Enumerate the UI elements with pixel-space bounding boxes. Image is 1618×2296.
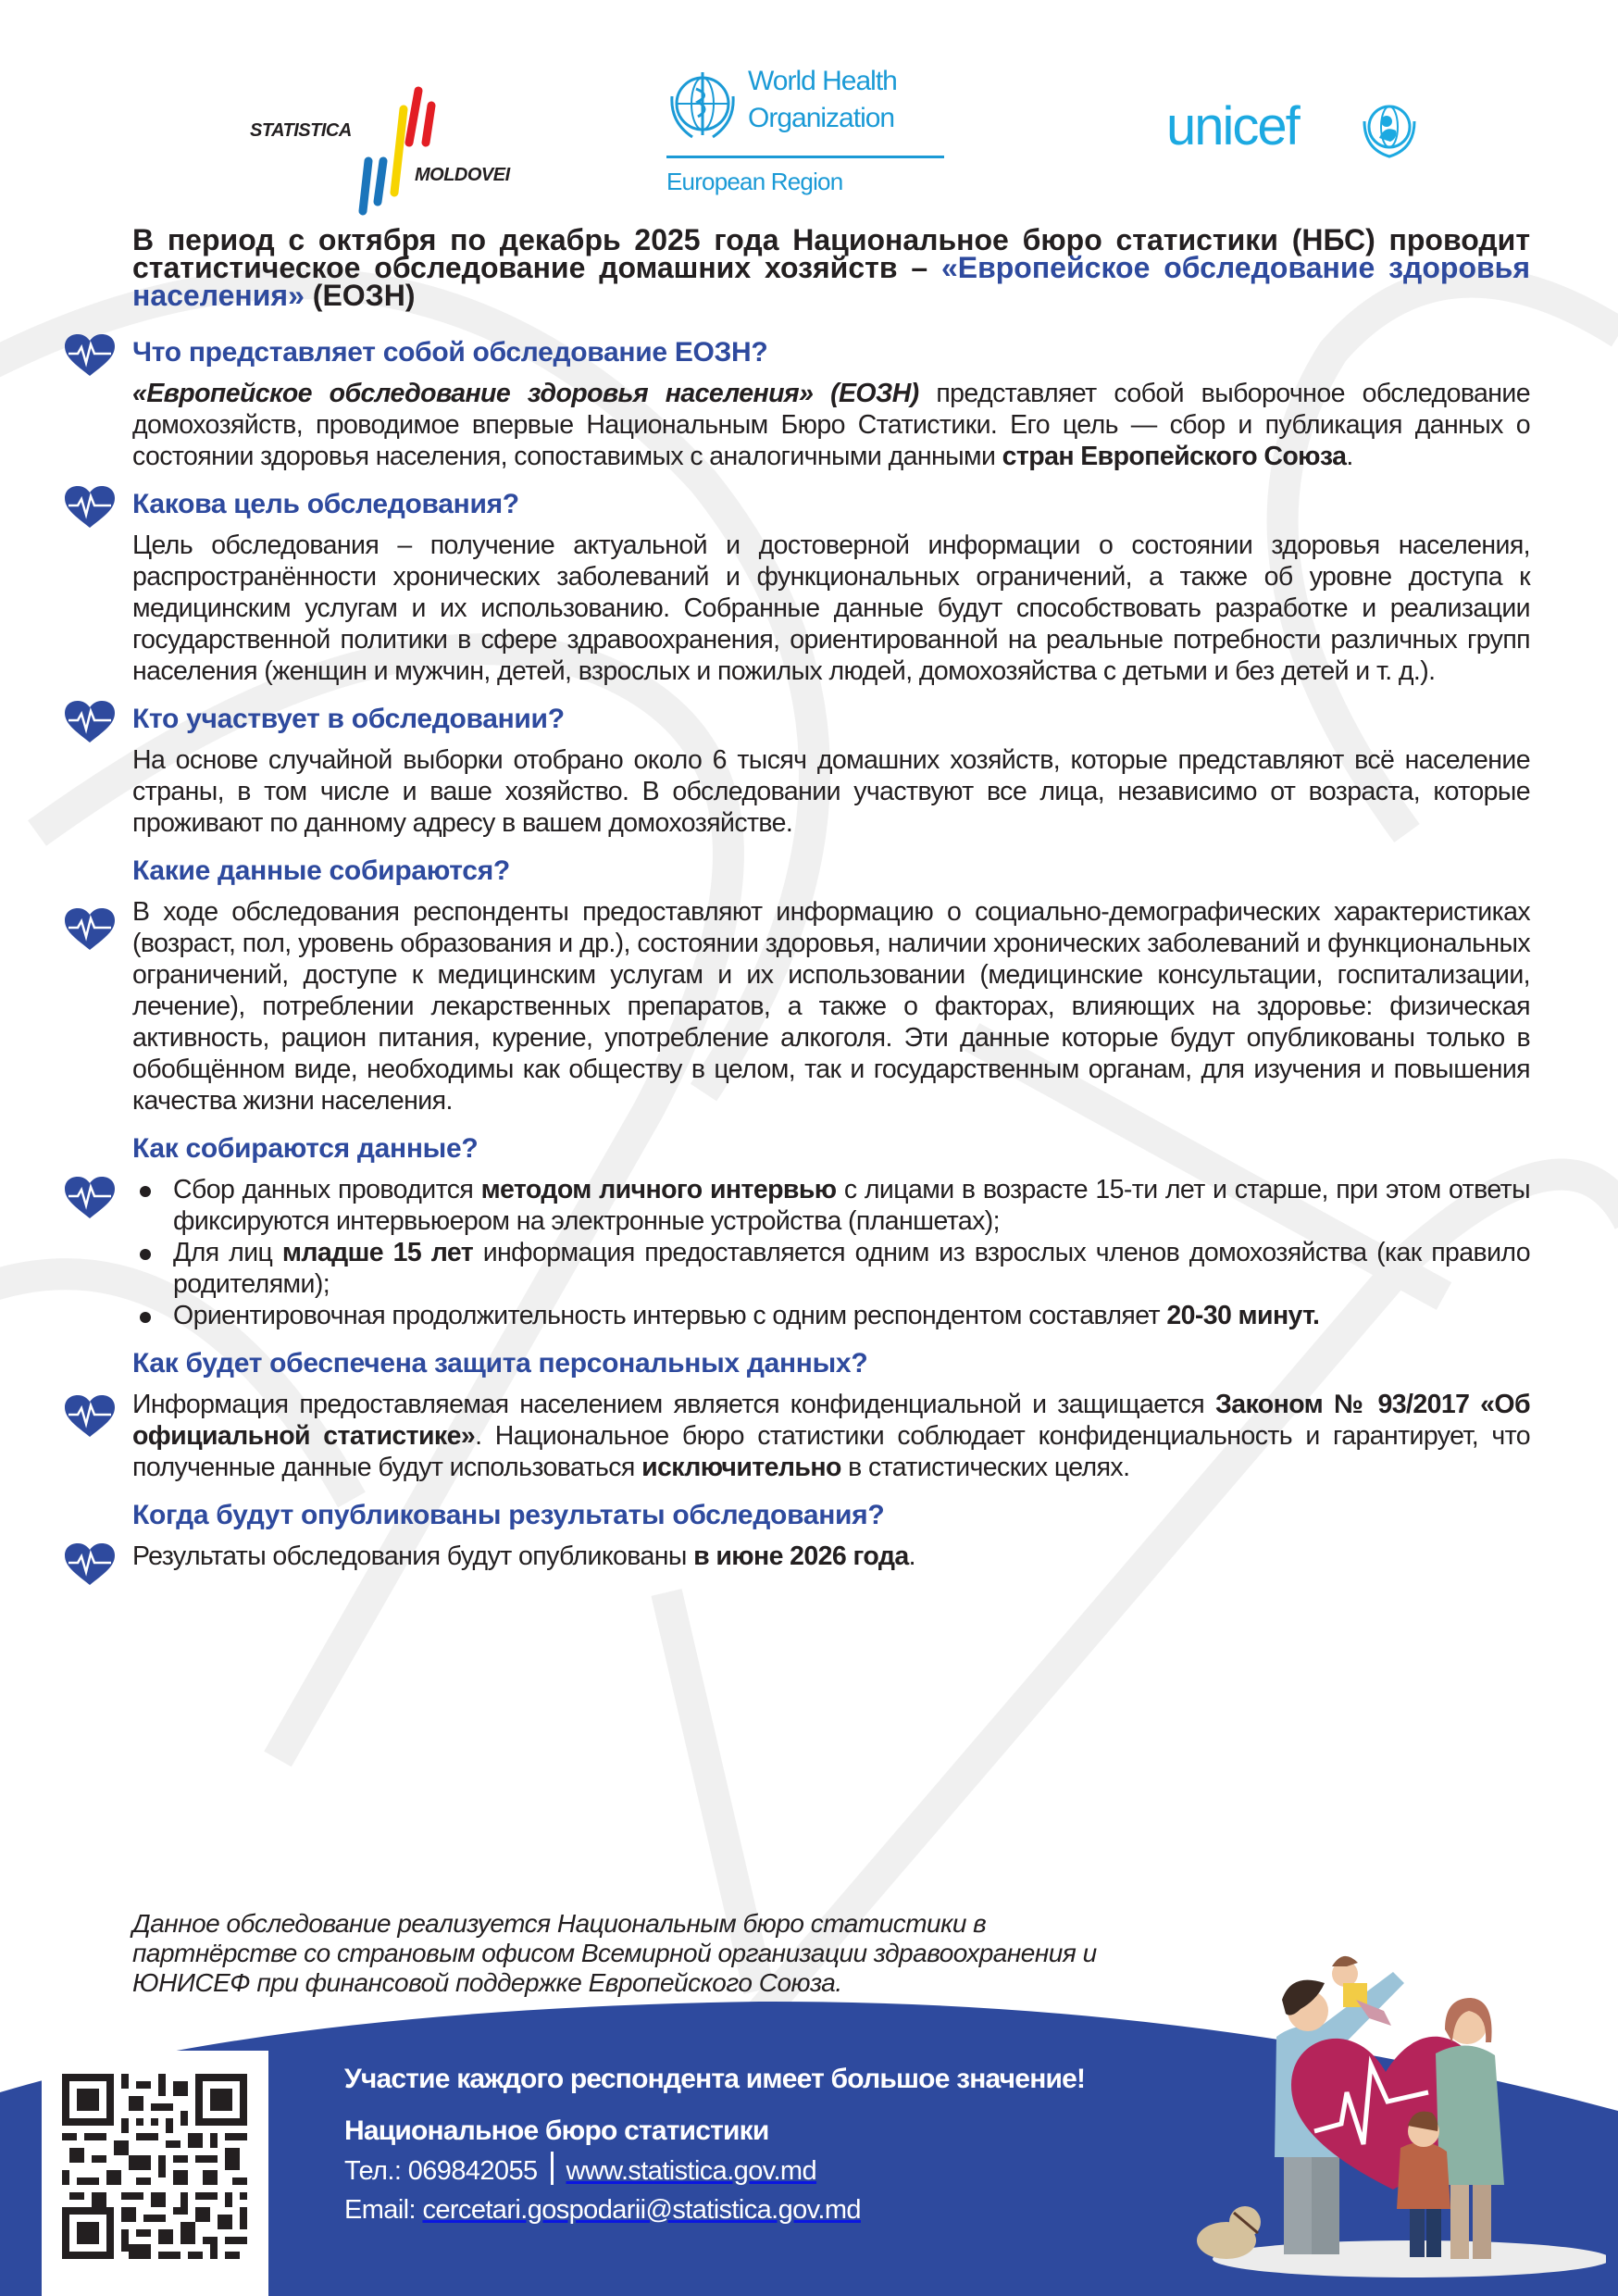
section-data-collected bbox=[132, 855, 1530, 1117]
heart-pulse-icon bbox=[63, 1176, 117, 1220]
who-logo bbox=[665, 65, 970, 204]
email-label: Email: bbox=[344, 2195, 423, 2225]
section-title: Какова цель обследования? bbox=[132, 489, 519, 519]
qr-code[interactable] bbox=[62, 2074, 247, 2259]
section-goal bbox=[132, 489, 1530, 687]
section-title: Что представляет собой обследование ЕОЗН? bbox=[132, 337, 768, 368]
section-text: в статистических целях. bbox=[840, 1453, 1130, 1482]
list-item-bold: младше 15 лет bbox=[281, 1238, 474, 1267]
collection-method-list bbox=[132, 1174, 1530, 1331]
law-reference: Законом № 93/2017 «Об официальной статистике» bbox=[132, 1390, 1530, 1451]
section-text: . bbox=[1346, 442, 1353, 471]
section-body bbox=[132, 1541, 1530, 1572]
heart-pulse-icon bbox=[63, 700, 117, 744]
section-title: Как будет обеспечена защита персональных данных? bbox=[132, 1348, 868, 1379]
section-body: На основе случайной выборки отобрано около 6 тысяч домашних хозяйств, которые представляют всё население страны, в том числе и ваше хозяйство. В обследовании участвуют все лица, независимо от возраста, которые проживают по данному адресу в вашем домохозяйстве. bbox=[132, 745, 1530, 838]
section-what-is bbox=[132, 337, 1530, 472]
section-body: Цель обследования – получение актуальной и достоверной информации о состоянии здоровья населения, распространённости хронических заболеваний и функциональных ограничений, а также об уровне доступа к медицинским услугам и их использованию. Собранные данные будут способствовать разработке и реализации государственной политики в сфере здравоохранения, ориентированной на реальные потребности различных групп населения (женщин и мужчин, детей, взрослых и пожилых людей, домохозяйства с детьми и без детей и т. д.). bbox=[132, 530, 1530, 686]
list-item-text: с лицами в возрасте 15-ти лет и старше, при этом ответы фиксируются интервьюером на электронные устройства (планшетах); bbox=[173, 1175, 1530, 1236]
statistica-logo-line1: STATISTICA bbox=[250, 120, 352, 141]
section-body: В ходе обследования респонденты предоставляют информацию о социально-демографических характеристиках (возраст, пол, уровень образования и др.), состоянии здоровья, наличии хронических заболеваний и функциональных ограничений, доступе к медицинским услугам и их использовании (медицинские консультации, госпитализации, лечение), потреблении лекарственных препаратов, а также о факторах, влияющих на здоровье: физическая активность, рацион питания, курение, употребление алкоголя. Эти данные которые будут опубликованы только в обобщённом виде, необходимы как обществу в целом, так и государственным органам, для изучения и повышения качества жизни населения. bbox=[132, 897, 1530, 1116]
footer-phone: Тел.: 069842055 bbox=[344, 2156, 538, 2186]
email-link[interactable]: cercetari.gospodarii@statistica.gov.md bbox=[422, 2195, 861, 2225]
who-emblem-icon bbox=[665, 69, 741, 144]
section-title: Как собираются данные? bbox=[132, 1133, 479, 1164]
who-logo-region: European Region bbox=[666, 168, 843, 195]
list-item-text: Сбор данных проводится bbox=[173, 1175, 481, 1204]
heart-pulse-icon bbox=[63, 1394, 117, 1439]
publication-date: в июне 2026 года bbox=[693, 1541, 909, 1571]
main-content bbox=[132, 223, 1530, 1589]
list-item-bold: 20-30 минут. bbox=[1166, 1301, 1320, 1330]
section-text: Результаты обследования будут опубликованы bbox=[132, 1541, 694, 1571]
list-item bbox=[173, 1237, 1530, 1300]
heart-pulse-icon bbox=[63, 1542, 117, 1587]
section-how-collected bbox=[132, 1133, 1530, 1331]
statistica-moldovei-logo bbox=[250, 72, 518, 220]
footer-organization: Национальное бюро статистики bbox=[344, 2115, 769, 2146]
section-text: представляет собой выборочное обследование домохозяйств, проводимое впервые Национальным Бюро Статистики. Его цель — сбор и публикация данных о состоянии здоровья населения, сопоставимых с аналогичными данными bbox=[132, 379, 1530, 471]
woman-illustration bbox=[1436, 1998, 1504, 2259]
section-text: . bbox=[908, 1541, 915, 1571]
section-body bbox=[132, 1389, 1530, 1483]
unicef-logo-text: unicef bbox=[1166, 96, 1299, 156]
section-text: Информация предоставляемая населением является конфиденциальной и защищается bbox=[132, 1390, 1215, 1419]
intro-heading bbox=[132, 223, 1530, 312]
section-results-publication bbox=[132, 1500, 1530, 1572]
section-body bbox=[132, 378, 1530, 472]
footer-phone-web bbox=[344, 2152, 1085, 2189]
footer-slogan: Участие каждого респондента имеет большое значение! bbox=[344, 2064, 1086, 2094]
family-heart-illustration bbox=[1162, 1926, 1606, 2287]
qr-code-container bbox=[42, 2051, 268, 2296]
section-text: . Национальное бюро статистики соблюдает конфиденциальность и гарантирует, что полученные данные будут использоваться bbox=[132, 1421, 1530, 1482]
logo-bar bbox=[0, 56, 1618, 213]
unicef-emblem-icon bbox=[1357, 97, 1422, 162]
intro-part2: (ЕОЗН) bbox=[304, 279, 416, 312]
partner-note: Данное обследование реализуется Национальным бюро статистики в партнёрстве со страновым офисом Всемирной организации здравоохранения и ЮНИСЕФ при финансовой поддержке Европейского Союза. bbox=[132, 1909, 1097, 1997]
footer-contacts bbox=[344, 2063, 1085, 2231]
section-bold-text: стран Европейского Союза bbox=[1002, 442, 1347, 471]
statistica-logo-mark bbox=[250, 72, 518, 220]
section-data-protection bbox=[132, 1348, 1530, 1483]
section-title: Какие данные собираются? bbox=[132, 855, 510, 886]
list-item-text: Для лиц bbox=[173, 1238, 282, 1267]
intro-part1: В период с октября по декабрь 2025 года Национальное бюро статистики (НБС) проводит статистическое обследование домашних хозяйств – bbox=[132, 223, 1530, 284]
heart-pulse-icon bbox=[63, 485, 117, 530]
list-item-bold: методом личного интервью bbox=[480, 1175, 837, 1204]
footer-email-line bbox=[344, 2192, 1085, 2227]
section-title: Кто участвует в обследовании? bbox=[132, 704, 565, 734]
who-logo-line2: Organization bbox=[748, 103, 895, 133]
section-title: Когда будут опубликованы результаты обследования? bbox=[132, 1500, 885, 1530]
list-item bbox=[173, 1174, 1530, 1237]
website-link[interactable]: www.statistica.gov.md bbox=[566, 2156, 817, 2186]
who-logo-line1: World Health bbox=[748, 66, 897, 96]
intro-survey-name: «Европейское обследование здоровья населения» bbox=[132, 251, 1530, 312]
unicef-logo bbox=[1166, 97, 1435, 171]
section-participants bbox=[132, 704, 1530, 839]
heart-pulse-icon bbox=[63, 333, 117, 378]
statistica-logo-line2: MOLDOVEI bbox=[415, 165, 510, 185]
survey-name-bold: «Европейское обследование здоровья населения» (ЕОЗН) bbox=[132, 379, 919, 408]
list-item-text: информация предоставляется одним из взрослых членов домохозяйства (как правило родителями); bbox=[173, 1238, 1530, 1299]
separator bbox=[551, 2152, 554, 2185]
who-logo-divider bbox=[666, 156, 944, 158]
section-bold-text: исключительно bbox=[641, 1453, 841, 1482]
list-item-text: Ориентировочная продолжительность интервью с одним респондентом составляет bbox=[173, 1301, 1167, 1330]
heart-pulse-icon bbox=[63, 907, 117, 952]
list-item bbox=[173, 1300, 1530, 1331]
